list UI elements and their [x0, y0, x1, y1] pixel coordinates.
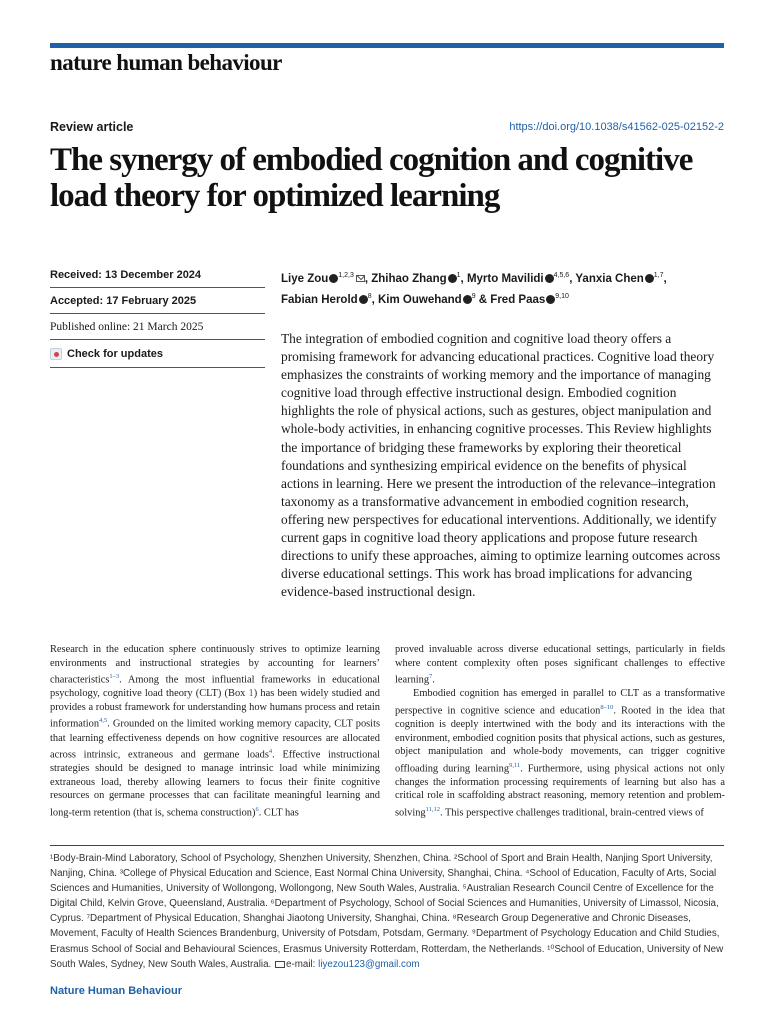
affiliations-footnote: ¹Body-Brain-Mind Laboratory, School of Psychology, Shenzhen University, Shenzhen, China. ²School of Sport and Brain Health, Nanjing Sport University, Nanjing, China. ³College of Physical Education and Science, East Normal China University, Shanghai, China. ⁴School of Education, Faculty of Arts, Social Sciences and Humanities, University of Wollongong, Wollongong, New South Wales, Australia. ⁵Australian Research Council Centre of Excellence for the Digital Child, Kelvin Grove, Queensland, Australia. ⁶Department of Psychology, School of Social Sciences and Humanities, University of Limassol, Nicosia, Cyprus. ⁷Department of Physical Education, Shanghai Jiaotong University, Shanghai, China. ⁸Research Group Degenerative and Chronic Diseases, Movement, Faculty of Health Sciences Brandenburg, University of Potsdam, Potsdam, Germany. ⁹Department of Psychology Education and Child Studies, Erasmus School of Social and Behavioural Sciences, Erasmus University Rotterdam, Rotterdam, the Netherlands. ¹⁰School of Education, University of New South Wales, Sydney, New South Wales, Australia. e-mail: liyezou123@gmail.com — [50, 853, 724, 970]
body-column-left — [50, 643, 380, 820]
citation-link[interactable]: 9,11 — [509, 761, 521, 769]
orcid-icon[interactable] — [645, 274, 654, 283]
author[interactable]: Kim Ouwehand $^9$ — [377, 292, 476, 306]
orcid-icon[interactable] — [329, 274, 338, 283]
check-for-updates-button[interactable] — [50, 340, 265, 368]
accepted-date: Accepted: 17 February 2025 — [50, 288, 265, 314]
orcid-icon[interactable] — [448, 274, 457, 283]
orcid-icon[interactable] — [546, 295, 555, 304]
citation-link[interactable]: 4 — [268, 748, 273, 756]
author[interactable]: Liye Zou $^{1,2,3}$ — [281, 273, 365, 285]
article-title: The synergy of embodied cognition and cognitive load theory for optimized learning — [50, 142, 693, 214]
author[interactable]: Zhihao Zhang $^1$ — [371, 272, 461, 285]
email-link[interactable]: liyezou123@gmail.com — [318, 958, 420, 970]
citation-link[interactable]: 4,5 — [99, 717, 108, 725]
orcid-icon[interactable] — [545, 274, 554, 283]
citation-link[interactable]: 6 — [255, 805, 259, 813]
author[interactable]: Yanxia Chen $^{1,7}$ — [575, 272, 664, 285]
citation-link[interactable]: 7 — [429, 673, 433, 681]
doi-link[interactable]: https://doi.org/10.1038/s41562-025-02152-2 — [509, 121, 724, 133]
crossmark-icon — [50, 348, 62, 360]
citation-link[interactable]: 1–3 — [109, 673, 120, 681]
citation-link[interactable]: 8–10 — [600, 703, 614, 711]
article-type: Review article — [50, 120, 134, 134]
author[interactable]: Fred Paas $^{9,10}$ — [490, 292, 569, 306]
publication-dates — [50, 262, 265, 368]
header-rule — [50, 43, 724, 48]
citation-link[interactable]: 11,12 — [425, 805, 440, 813]
body-column-right — [395, 643, 725, 820]
box-link[interactable]: 1 — [248, 688, 254, 700]
body-paragraph: proved invaluable across diverse educational settings, particularly in fields where content complexity often poses significant challenges to effective learning$^7$. — [395, 644, 725, 686]
orcid-icon[interactable] — [463, 295, 472, 304]
envelope-icon[interactable] — [356, 275, 365, 282]
envelope-icon — [275, 961, 285, 968]
author-list: Liye Zou $^{1,2,3}$ , Zhihao Zhang $^1$, Myrto Mavilidi $^{4,5,6}$, Yanxia Chen $^{1,7}$, Fabian Herold $^8$, Kim Ouwehand $^9$ & Fred Paas $^{9,10}$ — [281, 272, 667, 306]
body-paragraph: Research in the education sphere continuously strives to optimize learning environments and instructional strategies by accounting for learners’ characteristics$^{1-3}$. Among the most influential frameworks in educational psychology, cognitive load theory (CLT) (Box 1) has been widely studied and provides a robust framework for understanding how humans process and retain information$^{4,5}$. Grounded on the limited working memory capacity, CLT posits that learning effectiveness depends on how cognitive resources are allocated across intrinsic, extraneous and germane loads$^4$. Effective instructional strategies should be designed to manage intrinsic load while minimizing extraneous load, thereby allowing learners to focus their finite cognitive resources on germane processes that can facilitate meaningful learning and long-term retention (that is, schema construction)$^6$. CLT has — [50, 644, 381, 819]
orcid-icon[interactable] — [359, 295, 368, 304]
author[interactable]: Fabian Herold $^8$ — [281, 292, 372, 306]
check-for-updates-label: Check for updates — [67, 347, 163, 360]
received-date: Received: 13 December 2024 — [50, 262, 265, 288]
body-paragraph: Embodied cognition has emerged in parallel to CLT as a transformative perspective in cognitive science and education$^{8-10}$. Rooted in the idea that cognition is deeply intertwined with the body and its interactions with the environment, embodied cognition posits that physical actions, such as gestures, object manipulation and whole-body movements, can trigger cognitive offloading during learning$^{9,11}$. Furthermore, using physical actions not only changes the information processing requirements of learning but also has a critical role in scaffolding abstract reasoning, memory retention and problem-solving$^{11,12}$. This perspective challenges traditional, brain-centred views of — [395, 688, 726, 819]
published-date: Published online: 21 March 2025 — [50, 314, 265, 340]
journal-name: nature human behaviour — [50, 50, 282, 75]
footer-journal-name: Nature Human Behaviour — [50, 985, 183, 997]
footnote-rule — [50, 845, 724, 846]
abstract: The integration of embodied cognition and cognitive load theory offers a promising framework for advancing educational practices. Cognitive load theory emphasizes the constraints of working memory and the importance of managing cognitive load through effective instructional design. Embodied cognition highlights the role of physical actions, such as gestures, object manipulation and whole-body activities, in enhancing cognitive processes. This Review highlights the importance of bridging these frameworks by exploring their theoretical foundations and synthesizing empirical evidence on the benefits of physical actions in learning. Here we present the introduction of the relevance–integration taxonomy as a transformative advancement in embodied cognition research, offering new perspectives for educational interventions. Additionally, we identify current gaps in cognitive load theory applications and propose future research directions to unify these approaches, aiming to optimize learning outcomes across diverse educational settings. This work has broad implications for advancing evidence-based instructional design. — [281, 331, 721, 600]
author[interactable]: Myrto Mavilidi $^{4,5,6}$ — [466, 272, 570, 285]
